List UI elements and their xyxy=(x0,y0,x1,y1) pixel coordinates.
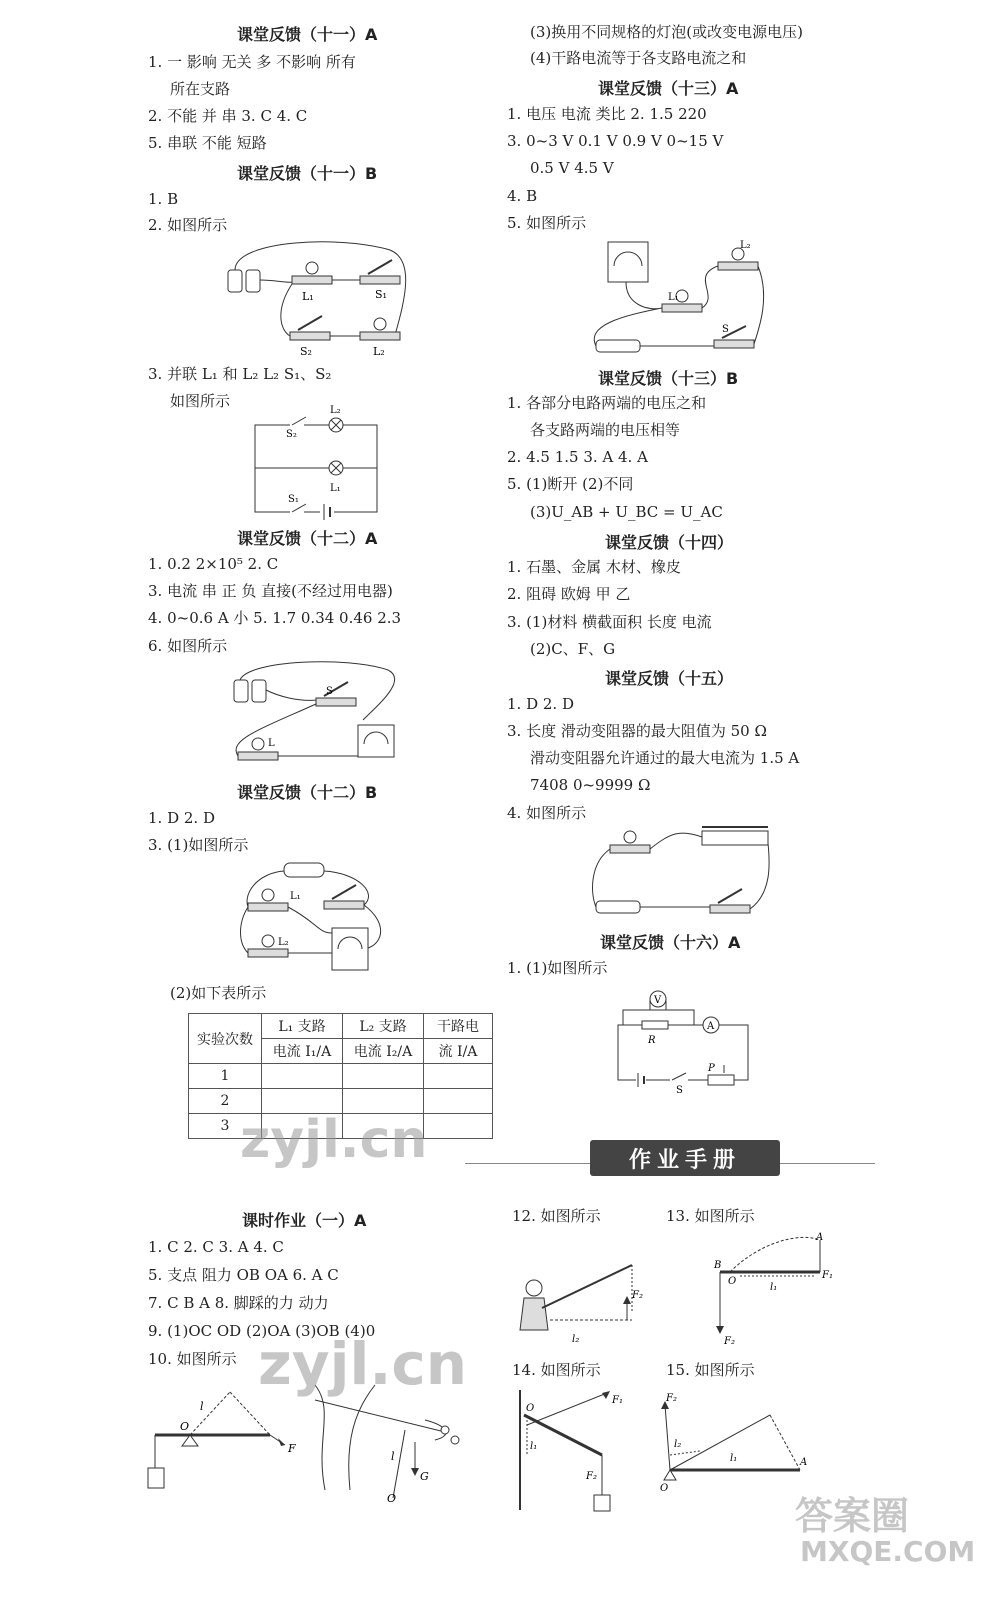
label-S: S xyxy=(722,324,729,335)
table-header-l1: L₁ 支路 xyxy=(262,1014,343,1039)
label-G: G xyxy=(420,1470,429,1483)
workbook-banner: 作业手册 xyxy=(590,1140,780,1176)
section-title-11b: 课堂反馈（十一）B xyxy=(237,164,378,183)
answer-line: 1. 石墨、金属 木材、橡皮 xyxy=(507,558,681,576)
table-header-main-unit: 流 I/A xyxy=(424,1039,493,1064)
circuit-figure-12b-3 xyxy=(238,853,388,978)
label-S: S xyxy=(676,1085,683,1095)
answer-line: 7408 0~9999 Ω xyxy=(530,776,651,794)
label-F1: F₁ xyxy=(612,1395,623,1406)
circuit-figure-12a-6 xyxy=(228,660,408,775)
label-S1: S₁ xyxy=(288,494,299,505)
section-title-13a: 课堂反馈（十三）A xyxy=(598,79,739,98)
answer-line: 15. 如图所示 xyxy=(666,1361,755,1379)
label-Apt: A xyxy=(800,1457,808,1468)
banner-rule-right xyxy=(780,1163,875,1164)
watermark: zyjl.cn xyxy=(240,1110,428,1170)
label-F2: F₂ xyxy=(632,1290,643,1301)
label-l: l xyxy=(391,1450,395,1463)
label-L: L xyxy=(268,738,275,749)
answer-line: 5. 支点 阻力 OB OA 6. A C xyxy=(148,1266,339,1284)
table-header-l2-unit: 电流 I₂/A xyxy=(343,1039,424,1064)
label-L2: L₂ xyxy=(373,345,385,358)
label-l2: l₂ xyxy=(572,1334,580,1345)
watermark: MXQE.COM xyxy=(800,1535,976,1568)
label-O: O xyxy=(387,1492,397,1505)
answer-line: 5. 串联 不能 短路 xyxy=(148,134,267,152)
answer-line: 2. 如图所示 xyxy=(148,216,228,234)
table-row: 3 xyxy=(189,1114,493,1139)
label-F1: F₁ xyxy=(822,1270,833,1281)
label-l1: l₁ xyxy=(530,1441,538,1452)
label-l: l xyxy=(200,1400,204,1413)
answer-line: (2)C、F、G xyxy=(530,640,616,658)
section-title-13b: 课堂反馈（十三）B xyxy=(598,369,739,388)
answer-line: 1. 各部分电路两端的电压之和 xyxy=(507,394,707,412)
section-title-15: 课堂反馈（十五） xyxy=(605,669,734,688)
answer-line: 13. 如图所示 xyxy=(666,1207,755,1225)
lever-figure-10a xyxy=(140,1380,305,1500)
answer-line: 2. 不能 并 串 3. C 4. C xyxy=(148,107,308,125)
label-S2: S₂ xyxy=(286,429,297,440)
table-header-main: 干路电 xyxy=(424,1014,493,1039)
answer-line: 9. (1)OC OD (2)OA (3)OB (4)0 xyxy=(148,1322,376,1340)
table-header-trial: 实验次数 xyxy=(189,1014,262,1064)
circuit-schematic-16a-1 xyxy=(608,985,758,1095)
section-title-16a: 课堂反馈（十六）A xyxy=(600,933,741,952)
label-O: O xyxy=(728,1276,737,1287)
answer-line: 2. 阻碍 欧姆 甲 乙 xyxy=(507,585,631,603)
answer-line: 4. 0~0.6 A 小 5. 1.7 0.34 0.46 2.3 xyxy=(148,609,402,627)
table-row: 1 xyxy=(189,1064,493,1089)
circuit-figure-11b-2 xyxy=(220,240,420,360)
answer-line: 3. (1)材料 横截面积 长度 电流 xyxy=(507,613,712,631)
answer-line: 5. 如图所示 xyxy=(507,214,587,232)
circuit-figure-13a-5 xyxy=(590,236,770,361)
banner-rule-left xyxy=(465,1163,590,1164)
answer-line: 5. (1)断开 (2)不同 xyxy=(507,475,634,493)
answer-line: 3. 长度 滑动变阻器的最大阻值为 50 Ω xyxy=(507,722,767,740)
answer-line: 4. B xyxy=(507,187,538,205)
label-F2: F₂ xyxy=(724,1336,735,1347)
answer-line: (4)干路电流等于各支路电流之和 xyxy=(530,49,747,67)
label-F2: F₂ xyxy=(586,1471,597,1482)
answer-line: 2. 4.5 1.5 3. A 4. A xyxy=(507,448,648,466)
table-header-l2: L₂ 支路 xyxy=(343,1014,424,1039)
label-L1: L₁ xyxy=(290,891,301,902)
lever-figure-15 xyxy=(660,1385,810,1495)
label-L2: L₂ xyxy=(330,405,341,416)
label-R: R xyxy=(648,1035,656,1046)
answer-line: 1. C 2. C 3. A 4. C xyxy=(148,1238,284,1256)
label-O: O xyxy=(526,1403,535,1414)
label-S2: S₂ xyxy=(300,345,312,358)
lever-figure-12 xyxy=(512,1230,662,1350)
label-L1: L₁ xyxy=(668,292,679,303)
answer-line: (2)如下表所示 xyxy=(170,984,267,1002)
answer-line: 1. B xyxy=(148,190,179,208)
lever-figure-14 xyxy=(512,1385,652,1515)
label-O: O xyxy=(660,1483,669,1494)
label-S: S xyxy=(326,686,333,697)
label-A: A xyxy=(707,1021,715,1032)
answer-line: 3. 0~3 V 0.1 V 0.9 V 0~15 V xyxy=(507,132,724,150)
label-Apt: A xyxy=(816,1232,824,1243)
lever-figure-10b xyxy=(305,1380,470,1505)
table-row: 2 xyxy=(189,1089,493,1114)
watermark: zyjl.cn xyxy=(258,1330,468,1398)
answer-line: 3. 电流 串 正 负 直接(不经过用电器) xyxy=(148,582,393,600)
label-L1: L₁ xyxy=(330,483,341,494)
answer-line: 1. 一 影响 无关 多 不影响 所有 xyxy=(148,53,356,71)
answer-line: 1. (1)如图所示 xyxy=(507,959,608,977)
label-L1: L₁ xyxy=(302,290,314,303)
table-header-l1-unit: 电流 I₁/A xyxy=(262,1039,343,1064)
label-P: P xyxy=(708,1063,715,1074)
homework-title: 课时作业（一）A xyxy=(242,1211,367,1230)
section-title-12b: 课堂反馈（十二）B xyxy=(237,783,378,802)
label-B: B xyxy=(714,1260,722,1271)
label-l2: l₂ xyxy=(674,1439,682,1450)
circuit-figure-15-4 xyxy=(590,823,775,923)
answer-line: 6. 如图所示 xyxy=(148,637,228,655)
answer-line: 10. 如图所示 xyxy=(148,1350,237,1368)
answer-line: 1. 电压 电流 类比 2. 1.5 220 xyxy=(507,105,707,123)
answer-line: (3)换用不同规格的灯泡(或改变电源电压) xyxy=(530,23,803,41)
section-title-14: 课堂反馈（十四） xyxy=(605,533,734,552)
watermark: 答案圈 xyxy=(795,1494,910,1538)
answer-line: 如图所示 xyxy=(170,392,231,410)
circuit-schematic-11b-3 xyxy=(250,403,385,523)
answer-line: 1. 0.2 2×10⁵ 2. C xyxy=(148,555,279,573)
answer-line: 4. 如图所示 xyxy=(507,804,587,822)
label-l1: l₁ xyxy=(770,1282,778,1293)
answer-line: 7. C B A 8. 脚踩的力 动力 xyxy=(148,1294,329,1312)
label-V: V xyxy=(654,995,662,1006)
answer-line: 各支路两端的电压相等 xyxy=(530,421,681,439)
label-S1: S₁ xyxy=(375,288,387,301)
answer-line: 所在支路 xyxy=(170,80,231,98)
label-O: O xyxy=(180,1420,190,1433)
answer-line: 3. 并联 L₁ 和 L₂ L₂ S₁、S₂ xyxy=(148,365,332,383)
answer-line: 3. (1)如图所示 xyxy=(148,836,249,854)
answer-line: 0.5 V 4.5 V xyxy=(530,159,614,177)
lever-figure-13 xyxy=(700,1232,840,1352)
answer-line: 滑动变阻器允许通过的最大电流为 1.5 A xyxy=(530,749,800,767)
label-F2: F₂ xyxy=(666,1393,677,1404)
section-title-12a: 课堂反馈（十二）A xyxy=(237,529,378,548)
label-l1: l₁ xyxy=(730,1453,738,1464)
label-L2: L₂ xyxy=(740,240,751,251)
answer-line: (3)U_AB + U_BC = U_AC xyxy=(530,503,723,521)
answer-line: 1. D 2. D xyxy=(148,809,215,827)
label-F: F xyxy=(288,1442,296,1455)
answer-line: 1. D 2. D xyxy=(507,695,574,713)
label-L2: L₂ xyxy=(278,937,289,948)
section-title-11a: 课堂反馈（十一）A xyxy=(237,25,378,44)
answer-line: 12. 如图所示 xyxy=(512,1207,601,1225)
answer-line: 14. 如图所示 xyxy=(512,1361,601,1379)
